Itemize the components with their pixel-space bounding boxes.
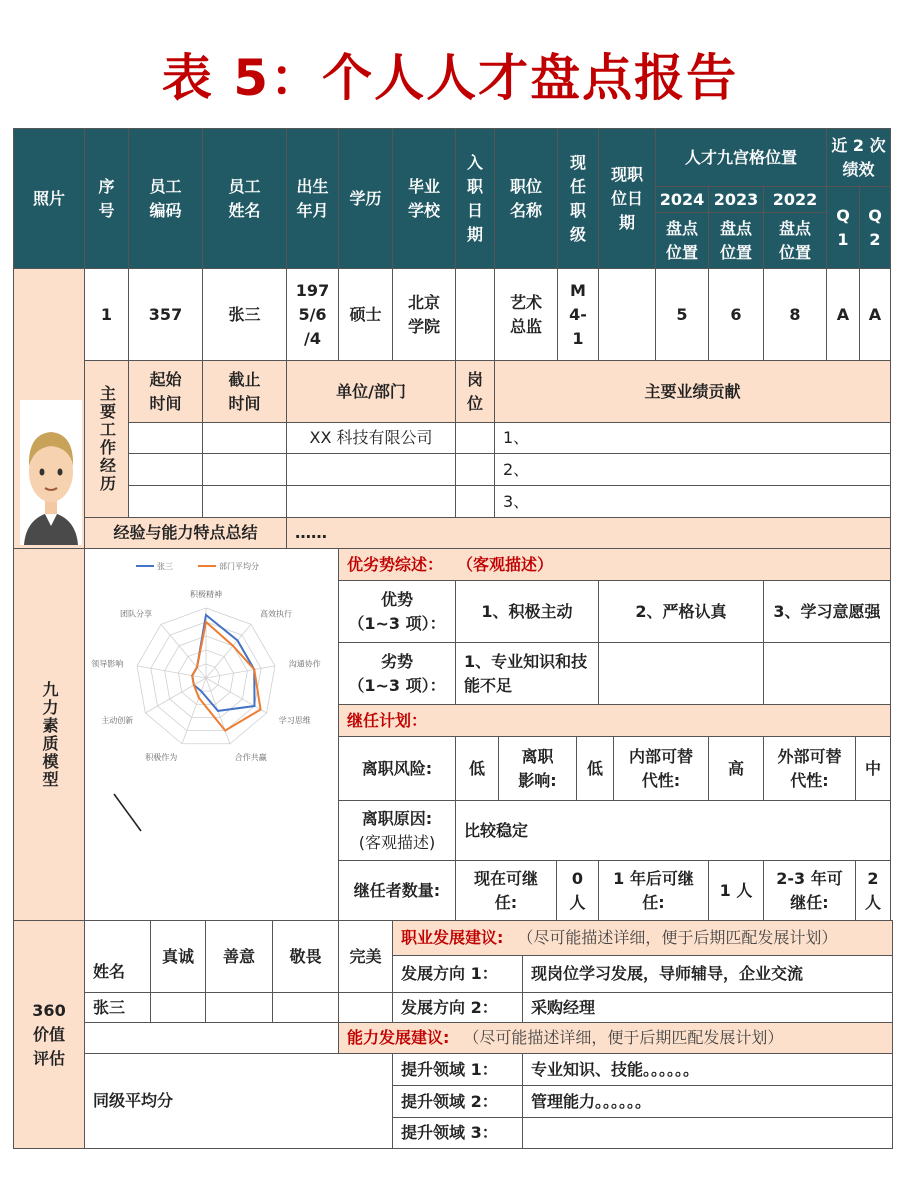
employee-position: 艺术 总监 (494, 268, 558, 361)
employee-code: 357 (128, 268, 203, 361)
succession-label: 继任计划： (347, 710, 428, 730)
cons-label: 劣势 （1~3 项）： (338, 642, 456, 705)
impact-value[interactable]: 低 (576, 736, 614, 801)
header-position: 职位 名称 (494, 128, 558, 269)
work-start-cell[interactable] (128, 422, 203, 454)
work-start-cell[interactable] (128, 453, 203, 486)
employee-grade: M 4- 1 (557, 268, 599, 361)
header-year: 2023 (708, 186, 764, 213)
radar-axis-label: 积极精神 (190, 590, 222, 599)
eval-score-cell[interactable] (272, 992, 339, 1023)
ability-label: 能力发展建议: (347, 1028, 450, 1047)
header-recent-perf: 近 2 次 绩效 (826, 128, 891, 187)
ability-hint: （尽可能描述详细，便于后期匹配发展计划） (463, 1028, 784, 1047)
reason-label-text: 离职原因: (361, 808, 433, 828)
header-box-position: 盘点 位置 (708, 212, 764, 269)
header-photo: 照片 (13, 128, 85, 269)
eval-score-cell[interactable] (205, 992, 273, 1023)
work-start-cell[interactable] (128, 485, 203, 518)
dir1-value[interactable]: 现岗位学习发展，导师辅导，企业交流 (522, 955, 893, 993)
radar-chart (84, 548, 338, 920)
work-unit-cell[interactable]: XX 科技有限公司 (286, 422, 456, 454)
page-title: 表 5：个人人才盘点报告 (161, 49, 739, 107)
reason-hint: (客观描述) (358, 832, 436, 852)
employee-school: 北京 学院 (392, 268, 456, 361)
header-school: 毕业 学校 (392, 128, 456, 269)
employee-seq: 1 (84, 268, 129, 361)
ability-title (338, 1022, 893, 1054)
header-q1: Q 1 (826, 186, 860, 269)
radar-axis-label: 高效执行 (259, 609, 292, 619)
employee-name: 张三 (202, 268, 287, 361)
header-q2: Q 2 (859, 186, 891, 269)
succ-now-label: 现在可继 任: (455, 860, 557, 921)
work-contrib-header: 主要业绩贡献 (494, 360, 891, 423)
work-contrib-cell[interactable]: 1、 (494, 422, 891, 454)
work-end-header: 截止 时间 (202, 360, 287, 423)
work-contrib-cell[interactable]: 3、 (494, 485, 891, 518)
internal-value[interactable]: 高 (708, 736, 764, 801)
nine-quality-label: 九力素质模型 (13, 548, 85, 921)
header-entry-date: 入 职 日 期 (455, 128, 495, 269)
succession-title (338, 704, 891, 737)
header-position-date: 现职 位日 期 (598, 128, 656, 269)
work-unit-cell[interactable] (286, 453, 456, 486)
eval-person-name: 张三 (84, 992, 151, 1023)
work-post-cell[interactable] (455, 485, 495, 518)
eval-score-cell[interactable] (150, 992, 206, 1023)
perf-q2: A (859, 268, 891, 361)
career-title (392, 920, 893, 956)
eval-col-header: 完美 (338, 920, 393, 993)
header-emp-name: 员工 姓名 (202, 128, 287, 269)
up3-label: 提升领域 3： (392, 1117, 523, 1149)
header-education: 学历 (338, 128, 393, 269)
radar-axis-label: 沟通协作 (288, 659, 321, 669)
reason-label (338, 800, 456, 861)
header-birth: 出生 年月 (286, 128, 339, 269)
eval-col-header: 敬畏 (272, 920, 339, 993)
cons-item-2[interactable] (598, 642, 764, 705)
work-end-cell[interactable] (202, 422, 287, 454)
up3-value[interactable] (522, 1117, 893, 1149)
legend-label: 张三 (157, 562, 173, 571)
eval-name-header: 姓名 (84, 920, 151, 993)
radar-axis-label: 合作共赢 (234, 752, 267, 762)
succ-1y-value[interactable]: 1 人 (708, 860, 764, 921)
pros-item-1[interactable]: 1、积极主动 (455, 580, 599, 643)
radar-axis-label: 团队分享 (120, 609, 153, 619)
succ-count-label: 继任者数量: (338, 860, 456, 921)
radar-axis-label: 积极作为 (145, 752, 178, 762)
up1-value[interactable]: 专业知识、技能。。。。。。 (522, 1053, 893, 1086)
eval-score-cell[interactable] (338, 992, 393, 1023)
radar-axis-label: 领导影响 (91, 659, 124, 669)
header-emp-code: 员工 编码 (128, 128, 203, 269)
pros-cons-title (338, 548, 891, 581)
work-end-cell[interactable] (202, 485, 287, 518)
external-label: 外部可替 代性: (763, 736, 856, 801)
header-year: 2024 (655, 186, 709, 213)
avatar (20, 400, 82, 545)
reason-value[interactable]: 比较稳定 (455, 800, 891, 861)
summary-label: 经验与能力特点总结 (84, 517, 287, 549)
pros-cons-hint: （客观描述） (457, 554, 554, 574)
pros-cons-label: 优劣势综述： (347, 554, 444, 574)
work-post-cell[interactable] (455, 453, 495, 486)
radar-axis-label: 学习思维 (278, 716, 311, 725)
pros-item-2[interactable]: 2、严格认真 (598, 580, 764, 643)
succ-23y-label: 2-3 年可 继任: (763, 860, 856, 921)
work-unit-cell[interactable] (286, 485, 456, 518)
eval360-label: 360价值评估 (13, 920, 85, 1149)
work-end-cell[interactable] (202, 453, 287, 486)
header-box-position: 盘点 位置 (655, 212, 709, 269)
dir1-label: 发展方向 1： (392, 955, 523, 993)
nine-box-2022: 8 (763, 268, 827, 361)
up2-label: 提升领域 2： (392, 1085, 523, 1118)
succ-1y-label: 1 年后可继 任: (598, 860, 709, 921)
dir2-value[interactable]: 采购经理 (522, 992, 893, 1023)
external-value[interactable]: 中 (855, 736, 891, 801)
work-history-label: 主要工作经历 (84, 360, 129, 518)
pros-label: 优势 （1~3 项）： (338, 580, 456, 643)
succ-23y-value[interactable]: 2 人 (855, 860, 891, 921)
career-label: 职业发展建议: (401, 928, 504, 947)
succ-now-value[interactable]: 0 人 (556, 860, 599, 921)
eval-col-header: 真诚 (150, 920, 206, 993)
header-grade: 现 任 职 级 (557, 128, 599, 269)
eval-col-header: 善意 (205, 920, 273, 993)
radar-series-0 (192, 615, 254, 711)
cons-item-3[interactable] (763, 642, 891, 705)
pros-item-3[interactable]: 3、学习意愿强 (763, 580, 891, 643)
header-year: 2022 (763, 186, 827, 213)
risk-value[interactable]: 低 (455, 736, 499, 801)
header-seq: 序 号 (84, 128, 129, 269)
up2-value[interactable]: 管理能力。。。。。。 (522, 1085, 893, 1118)
eval-peer-avg-label: 同级平均分 (84, 1053, 393, 1149)
employee-position-date (598, 268, 656, 361)
work-post-cell[interactable] (455, 422, 495, 454)
work-contrib-cell[interactable]: 2、 (494, 453, 891, 486)
internal-label: 内部可替 代性: (613, 736, 709, 801)
radar-axis-line (206, 666, 275, 678)
risk-label: 离职风险: (338, 736, 456, 801)
eval-spacer (84, 1022, 339, 1054)
up1-label: 提升领域 1： (392, 1053, 523, 1086)
header-box-position: 盘点 位置 (763, 212, 827, 269)
work-start-header: 起始 时间 (128, 360, 203, 423)
impact-label: 离职 影响: (498, 736, 577, 801)
work-post-header: 岗 位 (455, 360, 495, 423)
pen-stroke (114, 794, 141, 831)
employee-birth: 197 5/6 /4 (286, 268, 339, 361)
work-unit-header: 单位/部门 (286, 360, 456, 423)
career-hint: （尽可能描述详细，便于后期匹配发展计划） (517, 928, 838, 947)
nine-box-2023: 6 (708, 268, 764, 361)
header-nine-box: 人才九宫格位置 (655, 128, 827, 187)
radar-axis-label: 主动创新 (101, 716, 134, 725)
perf-q1: A (826, 268, 860, 361)
employee-entry-date (455, 268, 495, 361)
cons-item-1[interactable]: 1、专业知识和技 能不足 (455, 642, 599, 705)
legend-label: 部门平均分 (219, 562, 259, 571)
dir2-label: 发展方向 2： (392, 992, 523, 1023)
employee-education: 硕士 (338, 268, 393, 361)
summary-value: …… (286, 517, 891, 549)
nine-box-2024: 5 (655, 268, 709, 361)
radar-series-1 (192, 622, 260, 731)
